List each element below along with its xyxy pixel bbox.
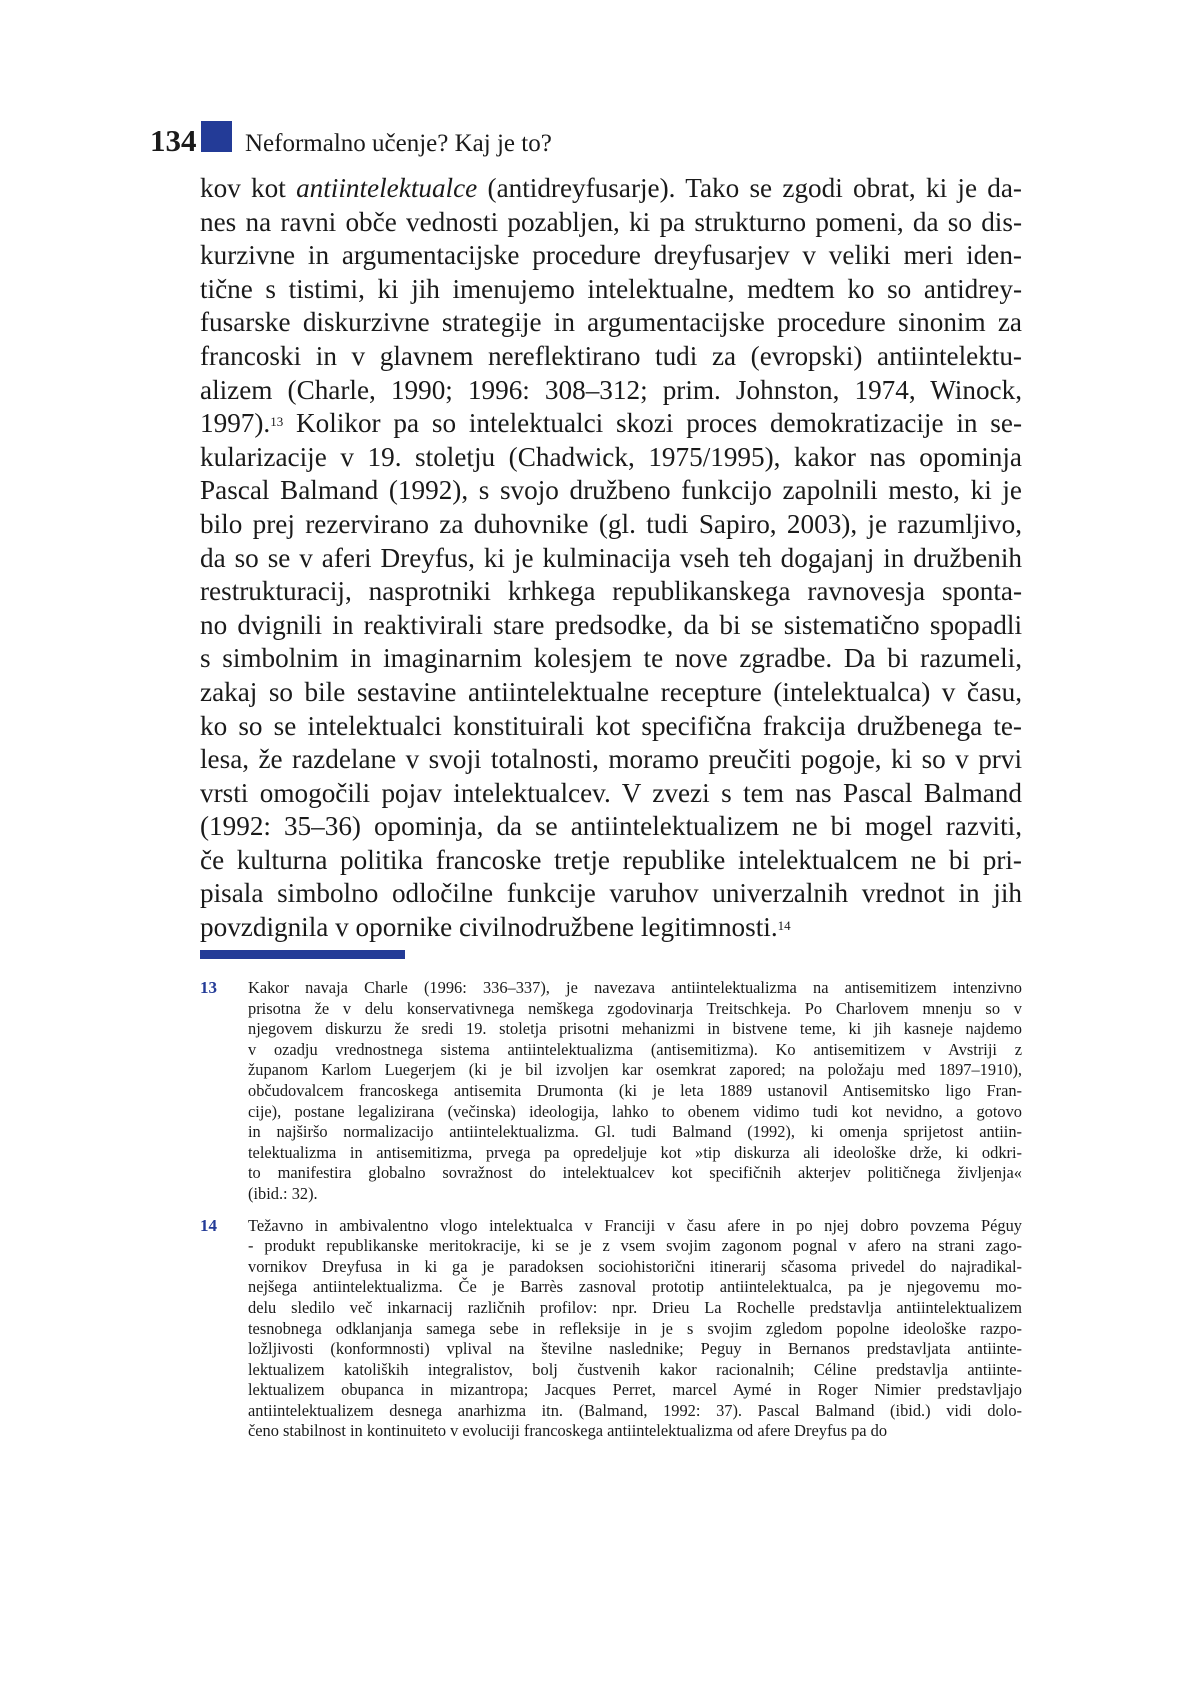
footnote-line: tesnobnega odklanjanja samega sebe in refleksije in je s svojim zgledom popolne ideološke razpo- bbox=[248, 1318, 1022, 1338]
body-line: pisala simbolno odločilne funkcije varuhov univerzalnih vrednot in jih bbox=[200, 878, 1022, 909]
footnote-line: županom Karlom Luegerjem (ki je bil izvoljen kar osemkrat zapored; na položaju med 1897–1910), bbox=[248, 1060, 1022, 1080]
body-line: povzdignila v opornike civilnodružbene legitimnosti.$^{14}$ bbox=[200, 912, 791, 943]
body-line: lesa, že razdelane v svoji totalnosti, moramo preučiti pogoje, ki so v prvi bbox=[200, 744, 1022, 775]
main-paragraph bbox=[200, 172, 1022, 945]
footnote-line: in najširšo normalizacijo antiintelektualizma. Gl. tudi Balmand (1992), ki omenja sprijetost antiin- bbox=[248, 1122, 1022, 1142]
footnote-reference[interactable]: 13 bbox=[270, 414, 284, 430]
footnote-line: delu sledilo več inkarnacij različnih profilov: npr. Drieu La Rochelle predstavlja antiintelektualizem bbox=[248, 1297, 1022, 1317]
footnote-line: - produkt republikanske meritokracije, ki se je z vsem svojim zagonom pognal v afero na strani zago- bbox=[248, 1236, 1022, 1256]
body-line: če kulturna politika francoske tretje republike intelektualcem ne bi pri- bbox=[200, 844, 1022, 875]
body-line: ko so se intelektualci konstituirali kot specifična frakcija družbenega te- bbox=[200, 710, 1022, 741]
footnote-line: telektualizma in antisemitizma, prvega pa opredeljuje kot »tip diskurza ali ideološke drže, ki odkri- bbox=[248, 1142, 1022, 1162]
running-header bbox=[150, 116, 552, 156]
footnote-separator-rule bbox=[200, 950, 405, 959]
footnote-number: 13 bbox=[200, 978, 217, 997]
body-line: alizem (Charle, 1990; 1996: 308–312; prim. Johnston, 1974, Winock, bbox=[200, 374, 1022, 405]
footnote-line: njegovem diskurzu že sredi 19. stoletja prisotni mehanizmi in bistvene teme, ki jih kasneje najdemo bbox=[248, 1019, 1022, 1039]
body-line: vrsti omogočili pojav intelektualcev. V zvezi s tem nas Pascal Balmand bbox=[200, 777, 1022, 808]
footnote-14 bbox=[200, 1216, 1022, 1443]
body-line: tične s tistimi, ki jih imenujemo intelektualne, medtem ko so antidrey- bbox=[200, 273, 1022, 304]
body-line: fusarske diskurzivne strategije in argumentacijske procedure sinonim za bbox=[200, 307, 1022, 338]
footnote-number: 14 bbox=[200, 1215, 217, 1235]
footnotes bbox=[200, 978, 1022, 1453]
body-line: da so se v aferi Dreyfus, ki je kulminacija vseh teh dogajanj in družbenih bbox=[200, 542, 1022, 573]
footnote-line: vornikov Dreyfusa in ki ga je paradoksen sociohistorični itinerarij sčasoma privedel do najradikal- bbox=[248, 1256, 1022, 1276]
footnote-line: cije), postane legalizirana (večinska) ideologija, lahko to obenem vidimo tudi kot nevidno, a gotovo bbox=[248, 1101, 1022, 1121]
page-number: 134 bbox=[150, 123, 197, 158]
body-line: 1997).$^{13}$ Kolikor pa so intelektualci skozi proces demokratizacije in se- bbox=[200, 408, 1022, 439]
body-line: no dvignili in reaktivirali stare predsodke, da bi se sistematično spopadli bbox=[200, 609, 1022, 640]
footnote-line: občudovalcem francoskega antisemita Drumonta (ki je leta 1889 ustanovil Antisemitsko ligo Fran- bbox=[248, 1080, 1022, 1100]
footnote-line: prisotna že v delu konservativnega nemškega zgodovinarja Treitschkeja. Po Charlovem mnenju so v bbox=[248, 998, 1022, 1018]
footnote-line: antiintelektualizem desnega anarhizma itn. (Balmand, 1992: 37). Pascal Balmand (ibid.) vidi dolo- bbox=[248, 1400, 1022, 1420]
footnote-line: čeno stabilnost in kontinuiteto v evoluciji francoskega antiintelektualizma od afere Dreyfus pa do bbox=[248, 1421, 888, 1441]
body-line: nes na ravni obče vednosti pozabljen, ki pa strukturno pomeni, da so dis- bbox=[200, 206, 1022, 237]
body-line: kov kot antiintelektualce (antidreyfusarje). Tako se zgodi obrat, ki je da- bbox=[200, 173, 1022, 203]
body-line: kurzivne in argumentacijske procedure dreyfusarjev v veliki meri iden- bbox=[200, 240, 1022, 271]
footnote-line: Kakor navaja Charle (1996: 336–337), je navezava antiintelektualizma na antisemitizem intenzivno bbox=[248, 978, 1022, 997]
footnote-line: (ibid.: 32). bbox=[248, 1183, 318, 1203]
footnote-line: v ozadju vrednostnega sistema antiintelektualizma (antisemitizma). Ko antisemitizem v Avstriji z bbox=[248, 1039, 1022, 1059]
body-line: bilo prej rezervirano za duhovnike (gl. tudi Sapiro, 2003), je razumljivo, bbox=[200, 508, 1022, 539]
body-line: restrukturacij, nasprotniki krhkega republikanskega ravnovesja sponta- bbox=[200, 576, 1022, 607]
body-line: (1992: 35–36) opominja, da se antiintelektualizem ne bi mogel razviti, bbox=[200, 811, 1022, 842]
footnote-line: lektualizem obupanca in mizantropa; Jacques Perret, marcel Aymé in Roger Nimier predstavljajo bbox=[248, 1380, 1022, 1400]
chapter-marker-square bbox=[201, 121, 232, 152]
footnote-line: lektualizem katoliških integralistov, bolj čustvenih kakor racionalnih; Céline predstavlja antiinte- bbox=[248, 1359, 1022, 1379]
footnote-line: Težavno in ambivalentno vlogo intelektualca v Franciji v času afere in po njej dobro povzema Péguy bbox=[248, 1215, 1022, 1235]
body-line: Pascal Balmand (1992), s svojo družbeno funkcijo zapolnili mesto, ki je bbox=[200, 475, 1022, 506]
footnote-line: to manifestira globalno sovražnost do intelektualcev kot specifičnih akterjev političnega življenja« bbox=[248, 1163, 1022, 1183]
footnote-13 bbox=[200, 978, 1022, 1205]
footnote-line: ložljivosti (konformnosti) vplival na številne naslednike; Peguy in Bernanos predstavljata antiinte- bbox=[248, 1339, 1022, 1359]
emphasized-term: antiintelektualce bbox=[296, 173, 478, 203]
body-line: francoski in v glavnem nereflektirano tudi za (evropski) antiintelektu- bbox=[200, 340, 1022, 371]
footnote-reference[interactable]: 14 bbox=[777, 918, 791, 934]
running-title: Neformalno učenje? Kaj je to? bbox=[245, 130, 552, 157]
body-line: s simbolnim in imaginarnim kolesjem te nove zgradbe. Da bi razumeli, bbox=[200, 643, 1022, 674]
body-line: kularizacije v 19. stoletju (Chadwick, 1975/1995), kakor nas opominja bbox=[200, 441, 1022, 472]
body-line: zakaj so bile sestavine antiintelektualne recepture (intelektualca) v času, bbox=[200, 676, 1022, 707]
footnote-line: nejšega antiintelektualizma. Če je Barrès zasnoval prototip antiintelektualca, pa je njegovemu mo- bbox=[248, 1277, 1022, 1297]
